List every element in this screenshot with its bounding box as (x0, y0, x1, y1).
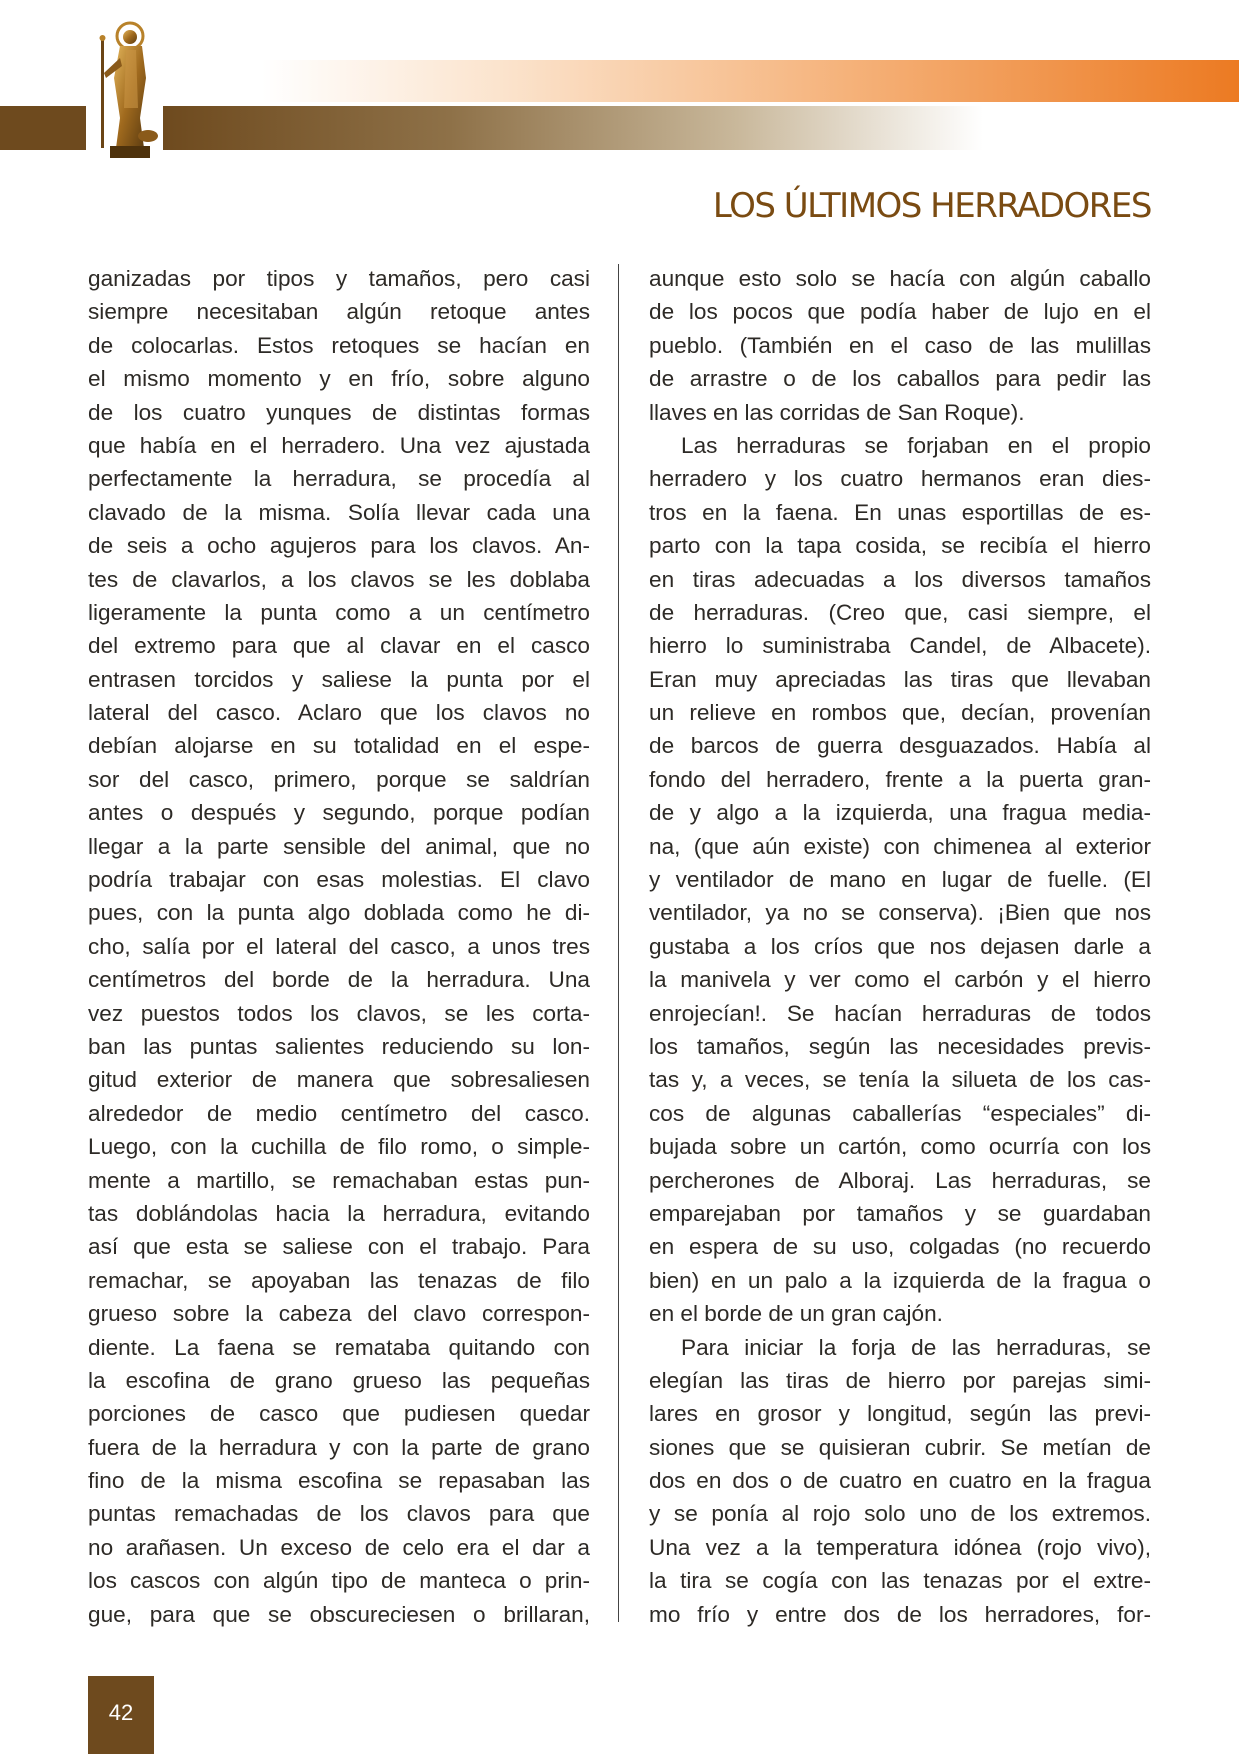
text-line: en espera de su uso, colgadas (no recuerdo (649, 1234, 1151, 1260)
text-line: alrededor de medio centímetro del casco. (88, 1100, 590, 1126)
text-line: aunque esto solo se hacía con algún caballo (649, 266, 1151, 291)
text-line: percherones de Alboraj. Las herraduras, se (649, 1167, 1151, 1193)
text-line: fuera de la herradura y con la parte de grano (88, 1434, 590, 1460)
text-line: remachar, se apoyaban las tenazas de filo (88, 1267, 590, 1293)
text-line: fondo del herradero, frente a la puerta gran- (649, 766, 1151, 792)
text-line: ban las puntas salientes reduciendo su lon- (88, 1033, 590, 1059)
left-column (88, 262, 590, 1631)
text-line: Las herraduras se forjaban en el propio (681, 432, 1151, 458)
text-line: en el borde de un gran cajón. (649, 1301, 943, 1327)
text-line: Una vez a la temperatura idónea (rojo vivo), (649, 1534, 1151, 1560)
text-line: gue, para que se obscureciesen o brillaran, (88, 1601, 590, 1627)
text-line: gustaba a los críos que nos dejasen darle a (649, 933, 1151, 959)
text-line: tros en la faena. En unas esportillas de es- (649, 499, 1151, 525)
text-line: ganizadas por tipos y tamaños, pero casi (88, 266, 590, 291)
text-line: tas y, a veces, se tenía la silueta de los cas- (649, 1067, 1151, 1093)
text-line: de seis a ocho agujeros para los clavos. An- (88, 533, 590, 559)
right-column (649, 262, 1151, 1631)
text-line: pueblo. (También en el caso de las mulillas (649, 332, 1151, 358)
text-line: de colocarlas. Estos retoques se hacían en (88, 332, 590, 358)
header-orange-band (262, 60, 1239, 102)
text-line: en tiras adecuadas a los diversos tamaños (649, 566, 1151, 592)
text-line: mo frío y entre dos de los herradores, for- (649, 1601, 1151, 1627)
text-line: que había en el herradero. Una vez ajustada (88, 432, 590, 458)
text-line: cho, salía por el lateral del casco, a unos tres (88, 933, 590, 959)
text-line: parto con la tapa cosida, se recibía el hierro (649, 533, 1151, 559)
text-line: lares en grosor y longitud, según las previ- (649, 1401, 1151, 1427)
column-divider (618, 264, 619, 1622)
text-line: diente. La faena se remataba quitando con (88, 1334, 590, 1360)
text-line: bujada sobre un cartón, como ocurría con los (649, 1134, 1151, 1160)
text-line: herradero y los cuatro hermanos eran dies- (649, 466, 1151, 492)
text-line: los cascos con algún tipo de manteca o prin- (88, 1568, 590, 1594)
text-line: cos de algunas caballerías “especiales” di- (649, 1100, 1151, 1126)
text-line: ventilador, ya no se conserva). ¡Bien que nos (649, 900, 1151, 926)
text-line: dos en dos o de cuatro en cuatro en la fragua (649, 1468, 1151, 1494)
text-line: y ventilador de mano en lugar de fuelle. (El (649, 867, 1151, 893)
section-title: LOS ÚLTIMOS HERRADORES (712, 186, 1151, 226)
text-line: lateral del casco. Aclaro que los clavos no (88, 700, 590, 726)
text-line: emparejaban por tamaños y se guardaban (649, 1200, 1151, 1226)
page-number-box (88, 1676, 154, 1754)
text-line: tas doblándolas hacia la herradura, evitando (88, 1200, 590, 1226)
text-line: no arañasen. Un exceso de celo era el dar a (88, 1534, 590, 1560)
text-line: grueso sobre la cabeza del clavo correspon- (88, 1301, 590, 1327)
text-line: la manivela y ver como el carbón y el hierro (649, 967, 1151, 993)
text-line: hierro lo suministraba Candel, de Albacete). (649, 633, 1151, 659)
text-line: vez puestos todos los clavos, se les corta- (88, 1000, 590, 1026)
text-line: pues, con la punta algo doblada como he di- (88, 900, 590, 926)
text-line: na, (que aún existe) con chimenea al exterior (649, 833, 1151, 859)
text-line: de arrastre o de los caballos para pedir las (649, 366, 1151, 392)
text-line: llaves en las corridas de San Roque). (649, 399, 1025, 425)
text-line: fino de la misma escofina se repasaban las (88, 1468, 590, 1494)
text-line: elegían las tiras de hierro por parejas simi- (649, 1367, 1151, 1393)
text-line: clavado de la misma. Solía llevar cada una (88, 499, 590, 525)
text-line: entrasen torcidos y saliese la punta por el (88, 666, 590, 692)
text-line: un relieve en rombos que, decían, provenían (649, 700, 1151, 726)
text-line: así que esta se saliese con el trabajo. Para (88, 1234, 590, 1260)
text-line: enrojecían!. Se hacían herraduras de todos (649, 1000, 1151, 1026)
text-line: bien) en un palo a la izquierda de la fragua o (649, 1267, 1151, 1293)
text-line: el mismo momento y en frío, sobre alguno (88, 366, 590, 392)
text-line: debían alojarse en su totalidad en el espe- (88, 733, 590, 759)
text-line: de los pocos que podía haber de lujo en el (649, 299, 1151, 325)
header-brown-band (163, 106, 983, 150)
text-line: tes de clavarlos, a los clavos se les doblaba (88, 566, 590, 592)
header-brown-band-left (0, 106, 86, 150)
text-line: ligeramente la punta como a un centímetro (88, 599, 590, 625)
page-number: 42 (108, 1700, 134, 1725)
text-line: del extremo para que al clavar en el casco (88, 633, 590, 659)
text-line: perfectamente la herradura, se procedía al (88, 466, 590, 492)
text-line: puntas remachadas de los clavos para que (88, 1501, 590, 1527)
text-line: la tira se cogía con las tenazas por el extre- (649, 1568, 1151, 1594)
text-line: llegar a la parte sensible del animal, que no (88, 833, 590, 859)
text-line: Eran muy apreciadas las tiras que llevaban (649, 666, 1151, 692)
text-line: porciones de casco que pudiesen quedar (88, 1401, 590, 1427)
text-line: Luego, con la cuchilla de filo romo, o simple- (88, 1134, 590, 1160)
text-line: gitud exterior de manera que sobresaliesen (88, 1067, 590, 1093)
text-line: podría trabajar con esas molestias. El clavo (88, 867, 590, 893)
text-line: siempre necesitaban algún retoque antes (88, 299, 590, 325)
text-line: sor del casco, primero, porque se saldrían (88, 766, 590, 792)
text-line: los tamaños, según las necesidades previs- (649, 1033, 1151, 1059)
text-line: centímetros del borde de la herradura. Una (88, 967, 590, 993)
text-line: la escofina de grano grueso las pequeñas (88, 1367, 590, 1393)
text-line: siones que se quisieran cubrir. Se metían de (649, 1434, 1151, 1460)
text-line: Para iniciar la forja de las herraduras, se (681, 1334, 1151, 1360)
text-line: antes o después y segundo, porque podían (88, 800, 590, 826)
text-line: de barcos de guerra desguazados. Había al (649, 733, 1151, 759)
text-line: mente a martillo, se remachaban estas pun- (88, 1167, 590, 1193)
text-line: de los cuatro yunques de distintas formas (88, 399, 590, 425)
text-line: de y algo a la izquierda, una fragua media- (649, 800, 1151, 826)
text-line: de herraduras. (Creo que, casi siempre, el (649, 599, 1151, 625)
text-line: y se ponía al rojo solo uno de los extremos. (649, 1501, 1151, 1527)
saint-statue-icon (90, 18, 164, 160)
